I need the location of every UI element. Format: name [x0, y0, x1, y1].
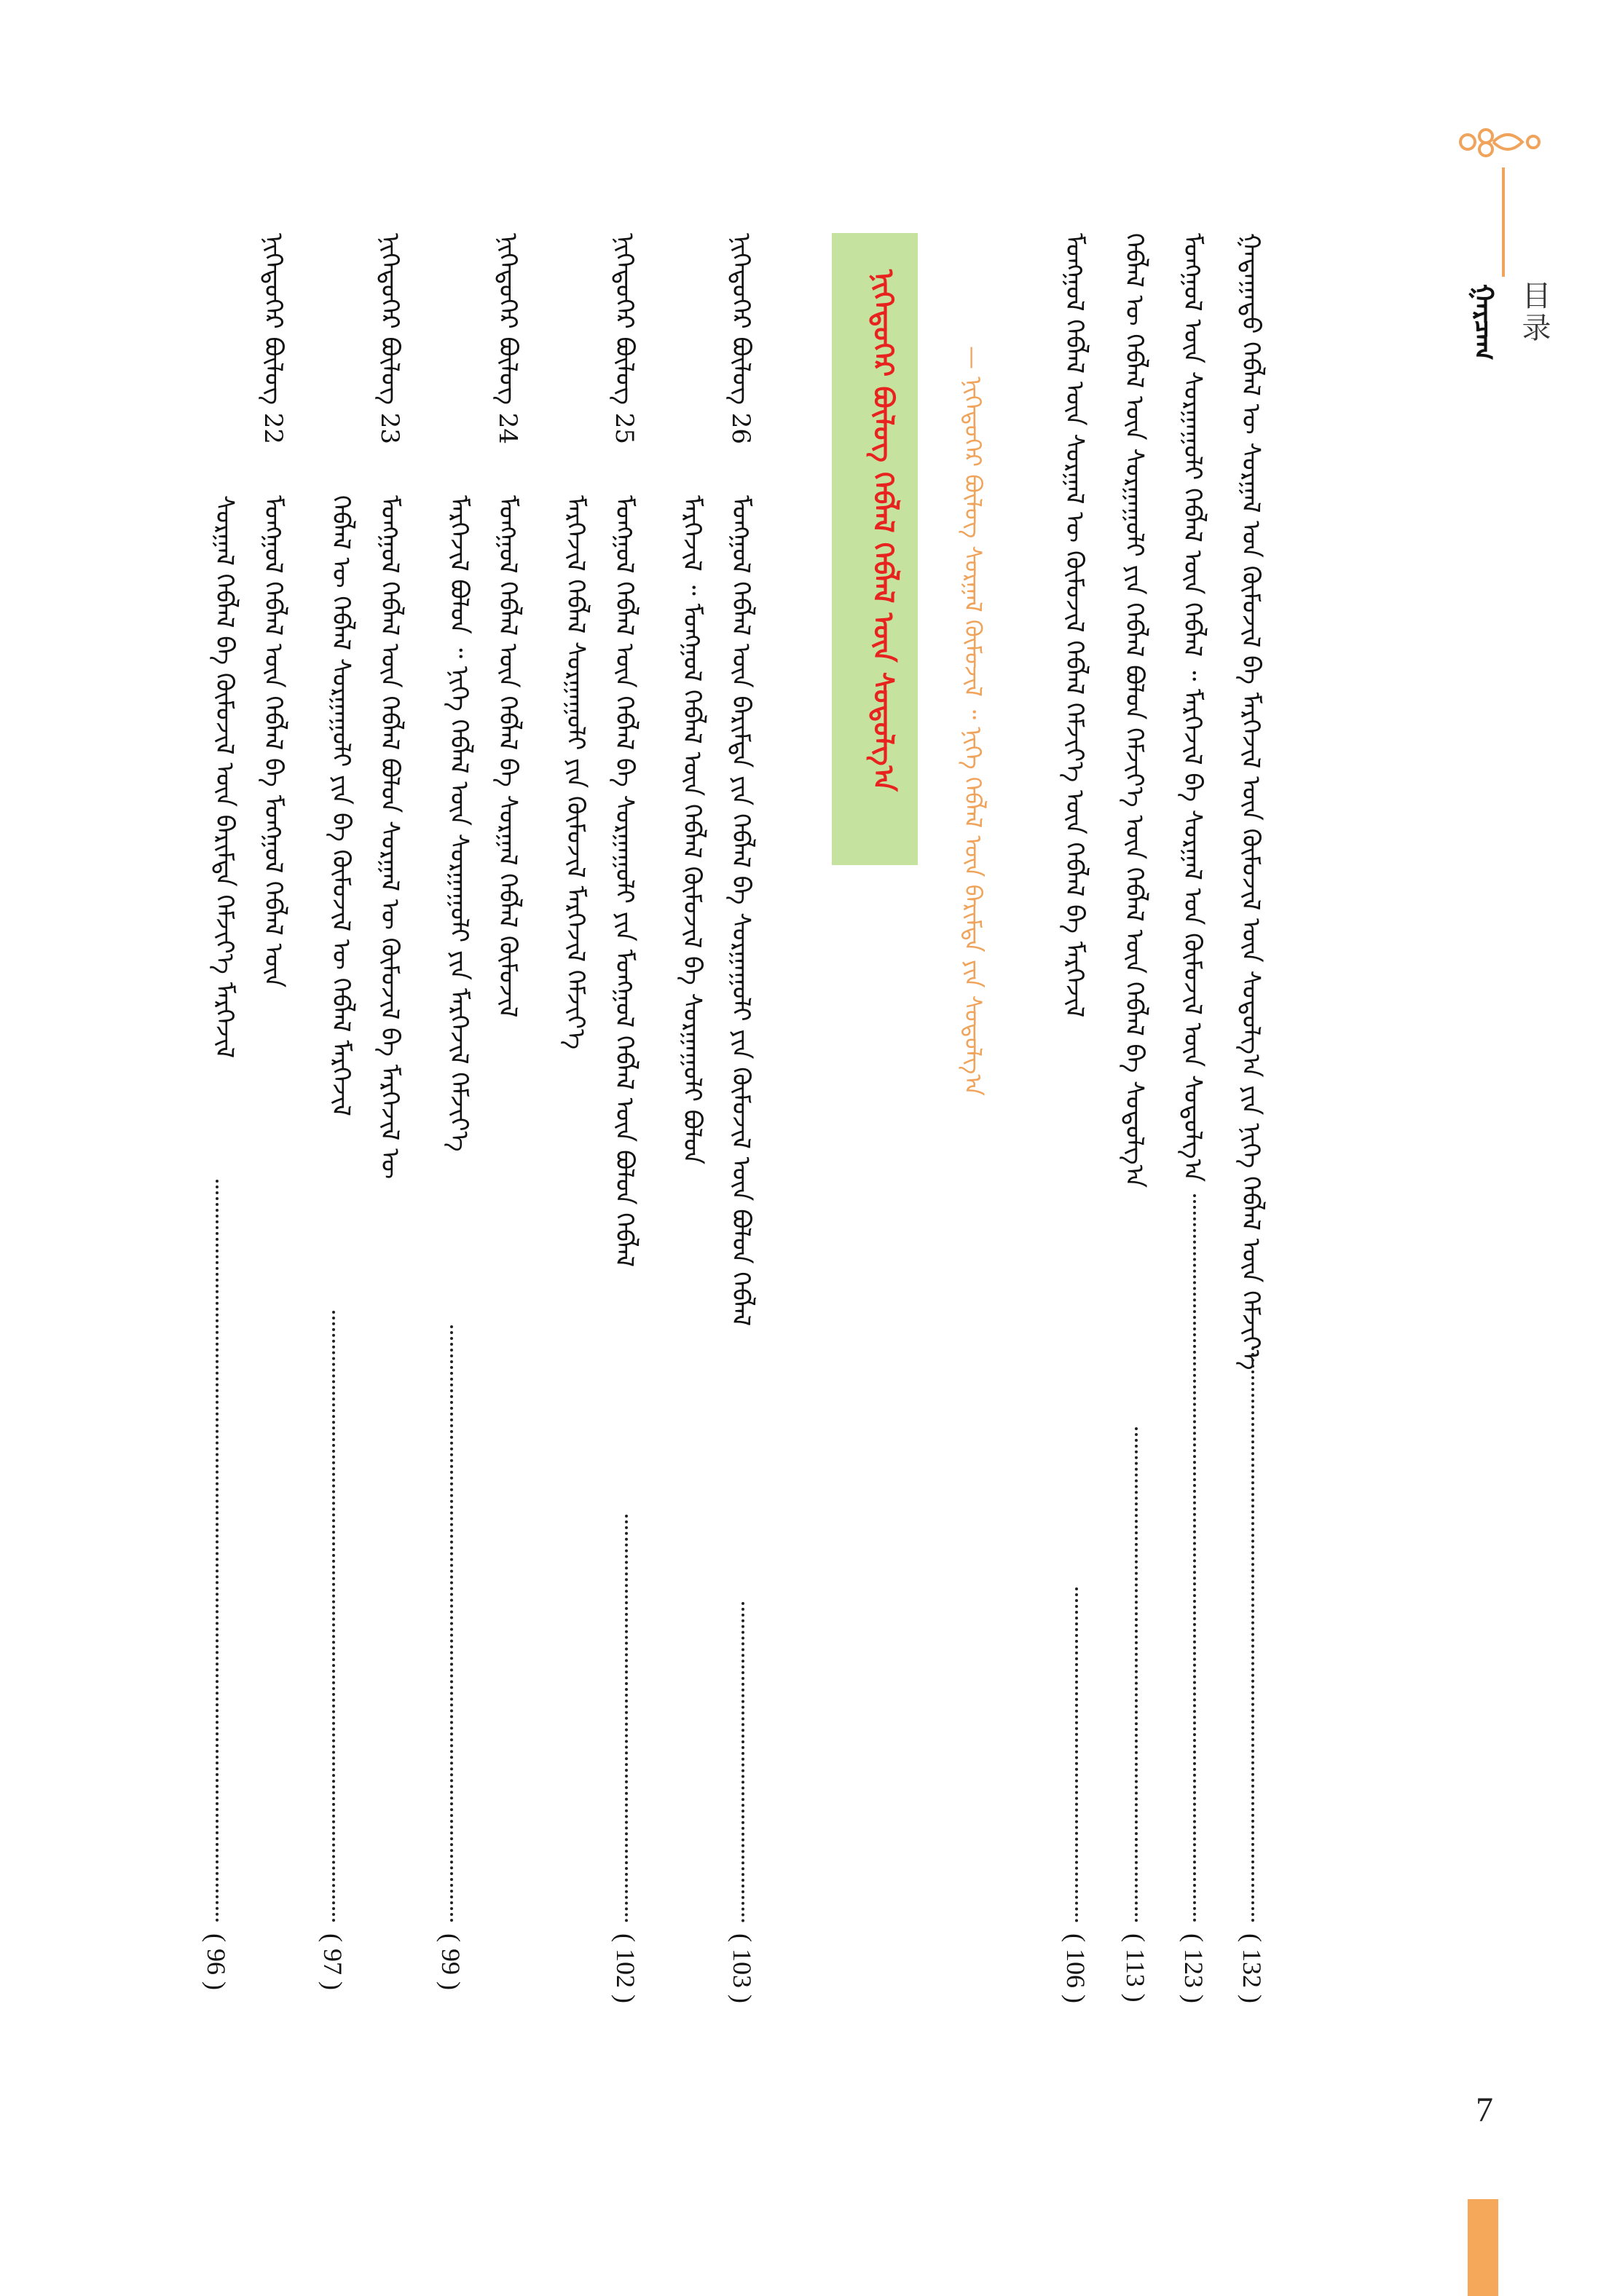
chapter-title: ᠨᠢᠭᠡᠳᠦᠭᠡᠷ ᠪᠦᠯᠦᠭ ᠬᠡᠪᠯᠡᠯ ᠬᠡᠪᠯᠡᠯ ᠦᠨ ᠰᠤᠳᠤᠯᠭ᠎ᠠ: [867, 269, 900, 792]
toc-leader: [1135, 1427, 1142, 1922]
toc-leader: [216, 1180, 223, 1922]
toc-entry-text[interactable]: ᠮᠣᠩᠭᠣᠯ ᠬᠡᠪᠯᠡᠯ ᠦᠨ ᠬᠡᠪᠯᠡᠯ ᠪᠠ ᠮᠣᠩᠭᠣᠯ ᠬᠡᠪᠯᠡᠯ ᠦᠨ: [259, 495, 288, 988]
toc-entry-page[interactable]: ( 106 ): [1061, 1933, 1090, 2003]
footer-accent-bar: [1468, 2199, 1498, 2296]
toc-entry-text[interactable]: ᠭᠠᠳᠠᠭᠠᠳᠤ ᠬᠡᠪᠯᠡᠯ ᠦ ᠰᠤᠷᠭᠠᠯ ᠤᠨ ᠬᠦᠮᠦᠵᠢᠯ ᠪᠠ ᠮᠡᠷᠭᠡᠵᠢᠯ ᠦᠨ ᠬᠦᠮᠦᠵᠢᠯ ᠦᠨ ᠰᠤᠳᠤᠯᠭ᠎ᠠ ᠶᠢᠨ ᠨᠢᠭᠡ ᠬᠡᠪᠯᠡᠯ ᠦᠨ ᠬᠡᠮᠵᠢᠶ᠎ᠡ: [1236, 233, 1265, 1370]
header-ornament-icon: [1453, 120, 1548, 164]
page-number: 7: [1476, 2091, 1493, 2129]
toc-leader: [625, 1515, 632, 1922]
toc-leader: [1251, 1347, 1259, 1922]
toc-entry-text[interactable]: ᠮᠣᠩᠭᠣᠯ ᠬᠡᠪᠯᠡᠯ ᠦᠨ ᠰᠤᠷᠭᠠᠯ ᠦ ᠬᠦᠮᠦᠵᠢᠯ ᠬᠡᠪᠯᠡᠯ ᠬᠡᠮᠵᠢᠶ᠎ᠡ ᠦᠨ ᠬᠡᠪᠯᠡᠯ ᠪᠠ ᠮᠡᠷᠭᠡᠵᠢᠯ: [1060, 233, 1089, 1018]
toc-entry-text[interactable]: ᠮᠣᠩᠭᠣᠯ ᠬᠡᠪᠯᠡᠯ ᠦᠨ ᠬᠡᠪᠯᠡᠯ ᠪᠠ ᠰᠤᠷᠭᠠᠯ ᠬᠡᠪᠯᠡᠯ ᠬᠦᠮᠦᠵᠢᠯ: [493, 495, 522, 1018]
toc-leader: [1193, 1194, 1200, 1922]
toc-entry-page[interactable]: ( 123 ): [1179, 1933, 1208, 2003]
toc-entry-page[interactable]: ( 102 ): [611, 1933, 640, 2003]
section-title: 目录: [1517, 280, 1551, 344]
toc-entry-text[interactable]: ᠮᠣᠩᠭᠣᠯ ᠦᠨ ᠰᠤᠷᠭᠠᠭᠤᠯᠢ ᠬᠡᠪᠯᠡᠯ ᠦᠨ ᠬᠡᠪᠯᠡᠯ ᠃ ᠮᠡᠷᠭᠡᠵᠢᠯ ᠪᠠ ᠰᠤᠷᠭᠠᠯ ᠤᠨ ᠬᠦᠮᠦᠵᠢᠯ ᠦᠨ ᠰᠤᠳᠤᠯᠭ᠎ᠠ: [1178, 233, 1207, 1183]
toc-entry-page[interactable]: ( 96 ): [202, 1933, 231, 1990]
toc-entry-text-continued[interactable]: ᠬᠡᠪᠯᠡᠯ ᠦ ᠬᠡᠪᠯᠡᠯ ᠰᠤᠷᠭᠠᠭᠤᠯᠢ ᠶᠢᠨ ᠪᠠ ᠬᠦᠮᠦᠵᠢᠯ ᠦ ᠬᠡᠪᠯᠡᠯ ᠮᠡᠷᠭᠡᠵᠢᠯ: [326, 495, 355, 1116]
toc-leader: [332, 1311, 339, 1922]
toc-leader: [741, 1602, 749, 1922]
toc-entry-label: ᠨᠢᠭᠡᠳᠦᠭᠡᠷ ᠪᠦᠯᠦᠭ 22: [259, 233, 288, 444]
toc-entry-label: ᠨᠢᠭᠡᠳᠦᠭᠡᠷ ᠪᠦᠯᠦᠭ 23: [375, 233, 404, 444]
toc-leader: [450, 1325, 457, 1922]
section-title-mongolian: ᠭᠠᠷᠴᠠᠭ: [1468, 284, 1498, 360]
toc-entry-page[interactable]: ( 97 ): [318, 1933, 347, 1990]
toc-entry-page[interactable]: ( 132 ): [1238, 1933, 1267, 2003]
toc-entry-text[interactable]: ᠬᠡᠪᠯᠡᠯ ᠦ ᠬᠡᠪᠯᠡᠯ ᠦᠨ ᠰᠤᠷᠭᠠᠭᠤᠯᠢ ᠶᠢᠨ ᠬᠡᠪᠯᠡᠯ ᠪᠣᠯᠤᠨ ᠬᠡᠮᠵᠢᠶ᠎ᠡ ᠦᠨ ᠬᠡᠪᠯᠡᠯ ᠦᠨ ᠬᠡᠪᠯᠡᠯ ᠪᠠ ᠰᠤᠳᠤᠯᠭ᠎ᠠ: [1120, 233, 1149, 1188]
toc-entry-text-continued[interactable]: ᠰᠤᠷᠭᠠᠯ ᠬᠡᠪᠯᠡᠯ ᠪᠠ ᠬᠦᠮᠦᠵᠢᠯ ᠦᠨ ᠪᠠᠷᠢᠮᠲᠠ ᠬᠡᠮᠵᠢᠶ᠎ᠡ ᠮᠡᠷᠭᠡᠵᠢᠯ: [210, 495, 239, 1059]
toc-entry-text[interactable]: ᠮᠣᠩᠭᠣᠯ ᠬᠡᠪᠯᠡᠯ ᠦᠨ ᠬᠡᠪᠯᠡᠯ ᠪᠣᠯᠤᠨ ᠰᠤᠷᠭᠠᠯ ᠦ ᠬᠦᠮᠦᠵᠢᠯ ᠪᠠ ᠮᠡᠷᠭᠡᠵᠢᠯ ᠦ: [375, 495, 404, 1180]
toc-entry-label: ᠨᠢᠭᠡᠳᠦᠭᠡᠷ ᠪᠦᠯᠦᠭ 26: [726, 233, 755, 444]
header-rule: [1502, 167, 1505, 277]
toc-entry-text-continued[interactable]: ᠮᠡᠷᠭᠡᠵᠢᠯ ᠬᠡᠪᠯᠡᠯ ᠰᠤᠷᠭᠠᠭᠤᠯᠢ ᠶᠢᠨ ᠬᠦᠮᠦᠵᠢᠯ ᠮᠡᠷᠭᠡᠵᠢᠯ ᠬᠡᠮᠵᠢᠶ᠎ᠡ: [561, 495, 590, 1050]
toc-entry-text[interactable]: ᠮᠣᠩᠭᠣᠯ ᠬᠡᠪᠯᠡᠯ ᠦᠨ ᠪᠠᠷᠢᠮᠲᠠ ᠶᠢᠨ ᠬᠡᠪᠯᠡᠯ ᠪᠠ ᠰᠤᠷᠭᠠᠭᠤᠯᠢ ᠶᠢᠨ ᠬᠦᠮᠦᠵᠢᠯ ᠦᠨ ᠪᠣᠯᠤᠨ ᠬᠡᠪᠯᠡᠯ: [726, 495, 755, 1327]
toc-entry-page[interactable]: ( 103 ): [728, 1933, 757, 2003]
toc-entry-label: ᠨᠢᠭᠡᠳᠦᠭᠡᠷ ᠪᠦᠯᠦᠭ 25: [610, 233, 639, 444]
toc-leader: [1075, 1587, 1082, 1922]
toc-entry-text[interactable]: ᠮᠣᠩᠭᠣᠯ ᠬᠡᠪᠯᠡᠯ ᠦᠨ ᠬᠡᠪᠯᠡᠯ ᠪᠠ ᠰᠤᠷᠭᠠᠭᠤᠯᠢ ᠶᠢᠨ ᠮᠣᠩᠭᠣᠯ ᠬᠡᠪᠯᠡᠯ ᠦᠨ ᠪᠣᠯᠤᠨ ᠬᠡᠪᠯᠡᠯ: [610, 495, 639, 1268]
toc-entry-page[interactable]: ( 113 ): [1121, 1933, 1150, 2003]
toc-entry-page[interactable]: ( 99 ): [436, 1933, 465, 1990]
toc-entry-text-continued[interactable]: ᠮᠡᠷᠭᠡᠵᠢᠯ ᠪᠣᠯᠤᠨ ᠃ ᠨᠢᠭᠡ ᠬᠡᠪᠯᠡᠯ ᠦᠨ ᠰᠤᠷᠭᠠᠭᠤᠯᠢ ᠶᠢᠨ ᠮᠡᠷᠭᠡᠵᠢᠯ ᠬᠡᠮᠵᠢᠶ᠎ᠡ: [444, 495, 473, 1152]
chapter-subtitle: — ᠨᠢᠭᠡᠳᠦᠭᠡᠷ ᠪᠦᠯᠦᠭ ᠰᠤᠷᠭᠠᠯ ᠬᠦᠮᠦᠵᠢᠯ ᠃ ᠨᠢᠭᠡ ᠬᠡᠪᠯᠡᠯ ᠦᠨ ᠪᠠᠷᠢᠮᠲᠠ ᠶᠢᠨ ᠰᠤᠳᠤᠯᠭ᠎ᠠ: [959, 346, 987, 1096]
toc-entry-text-continued[interactable]: ᠮᠡᠷᠭᠡᠵᠢᠯ ᠃ ᠮᠣᠩᠭᠣᠯ ᠬᠡᠪᠯᠡᠯ ᠦᠨ ᠬᠡᠪᠯᠡᠯ ᠬᠦᠮᠦᠵᠢᠯ ᠪᠠ ᠰᠤᠷᠭᠠᠭᠤᠯᠢ ᠪᠣᠯᠤᠨ: [677, 495, 707, 1165]
toc-entry-label: ᠨᠢᠭᠡᠳᠦᠭᠡᠷ ᠪᠦᠯᠦᠭ 24: [493, 233, 522, 444]
